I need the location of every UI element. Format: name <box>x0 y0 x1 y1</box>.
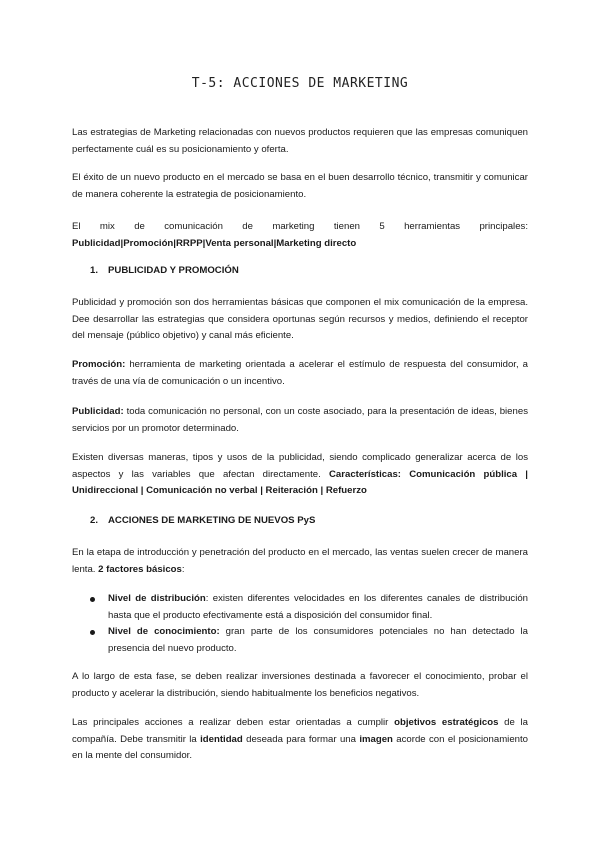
section-1-title: PUBLICIDAD Y PROMOCIÓN <box>108 265 239 276</box>
mix-tools-list <box>72 236 528 253</box>
section-2-number: 2. <box>90 515 99 526</box>
section-2-title: ACCIONES DE MARKETING DE NUEVOS PyS <box>108 515 316 526</box>
bullet-label: Nivel de conocimiento: <box>108 626 220 637</box>
section-2-text-2: A lo largo de esta fase, se deben realizar inversiones destinada a favorecer el conocimiento, probar el producto y acelerar la distribución, siendo habitualmente los beneficios negativos. <box>72 671 528 699</box>
publicidad-text: toda comunicación no personal, con un coste asociado, para la presentación de ideas, bienes servicios por un promotor determinado. <box>72 406 528 434</box>
list-item <box>72 591 528 624</box>
intro-text-1: Las estrategias de Marketing relacionadas con nuevos productos requieren que las empresas comuniquen perfectamente cuál es su posicionamiento y oferta. <box>72 127 528 155</box>
factores-label: 2 factores básicos <box>98 563 182 575</box>
bullet-label: Nivel de distribución <box>108 593 206 604</box>
factores-colon: : <box>181 563 185 575</box>
section-1-text-1: Publicidad y promoción son dos herramientas básicas que componen el mix comunicación de la empresa. Dee desarrollar las estrategias que considera oportunas según recursos y medios, definiendo el receptor del mensaje (público objetivo) y canal más eficiente. <box>72 297 528 341</box>
acciones-text-4: acorde con el posicionamiento en la mente del consumidor. <box>72 733 528 761</box>
promocion-label: Promoción: <box>72 359 126 370</box>
section-1-paragraph-1 <box>72 295 528 345</box>
caracteristicas-list: Características: Comunicación pública | Unidireccional | Comunicación no verbal | Reiteración | Refuerzo <box>72 468 528 496</box>
section-1-heading <box>72 263 528 280</box>
mix-tools: Publicidad|Promoción|RRPP|Venta personal|Marketing directo <box>72 237 357 249</box>
factores-list <box>72 591 528 657</box>
promocion-paragraph <box>72 357 528 390</box>
page-title: T-5: ACCIONES DE MARKETING <box>191 76 409 91</box>
section-2-intro: En la etapa de introducción y penetración del producto en el mercado, las ventas suelen crecer de manera lenta. <box>72 547 528 575</box>
publicidad-paragraph <box>72 404 528 437</box>
publicidad-label: Publicidad: <box>72 406 124 417</box>
section-2-paragraph-1 <box>72 545 528 578</box>
intro-paragraph-2 <box>72 170 528 203</box>
objetivos-label: objetivos estratégicos <box>394 717 499 728</box>
imagen-label: imagen <box>359 733 393 745</box>
promocion-text: herramienta de marketing orientada a acelerar el estímulo de respuesta del consumidor, a través de una vía de comunicación o un incentivo. <box>72 359 528 387</box>
list-item <box>72 624 528 657</box>
intro-paragraph-3 <box>72 219 528 252</box>
identidad-label: identidad <box>200 733 243 745</box>
section-2-paragraph-2 <box>72 669 528 702</box>
acciones-text-3: deseada para formar una <box>242 733 360 745</box>
bullet-text: gran parte de los consumidores potenciales no han detectado la presencia del nuevo producto. <box>108 626 528 654</box>
intro-text-2: El éxito de un nuevo producto en el mercado se basa en el buen desarrollo técnico, transmitir y comunicar de manera coherente la estrategia de posicionamiento. <box>72 172 528 200</box>
intro-paragraph-1 <box>72 125 528 158</box>
caracteristicas-intro: Existen diversas maneras, tipos y usos de la publicidad, siendo complicado generalizar acerca de los aspectos y las variables que afectan directamente. <box>72 452 528 480</box>
bullet-text: : existen diferentes velocidades en los diferentes canales de distribución hasta que el producto efectivamente está a disposición del consumidor final. <box>108 593 528 621</box>
mix-intro-line: El mix de comunicación de marketing tienen 5 herramientas principales: <box>72 221 528 232</box>
section-2-heading <box>72 513 528 530</box>
section-1-number: 1. <box>90 265 99 276</box>
acciones-text-1: Las principales acciones a realizar deben estar orientadas a cumplir <box>72 717 395 728</box>
caracteristicas-paragraph <box>72 450 528 500</box>
acciones-text-2: de la compañía. Debe transmitir la <box>72 717 528 745</box>
section-2-paragraph-3 <box>72 715 528 765</box>
